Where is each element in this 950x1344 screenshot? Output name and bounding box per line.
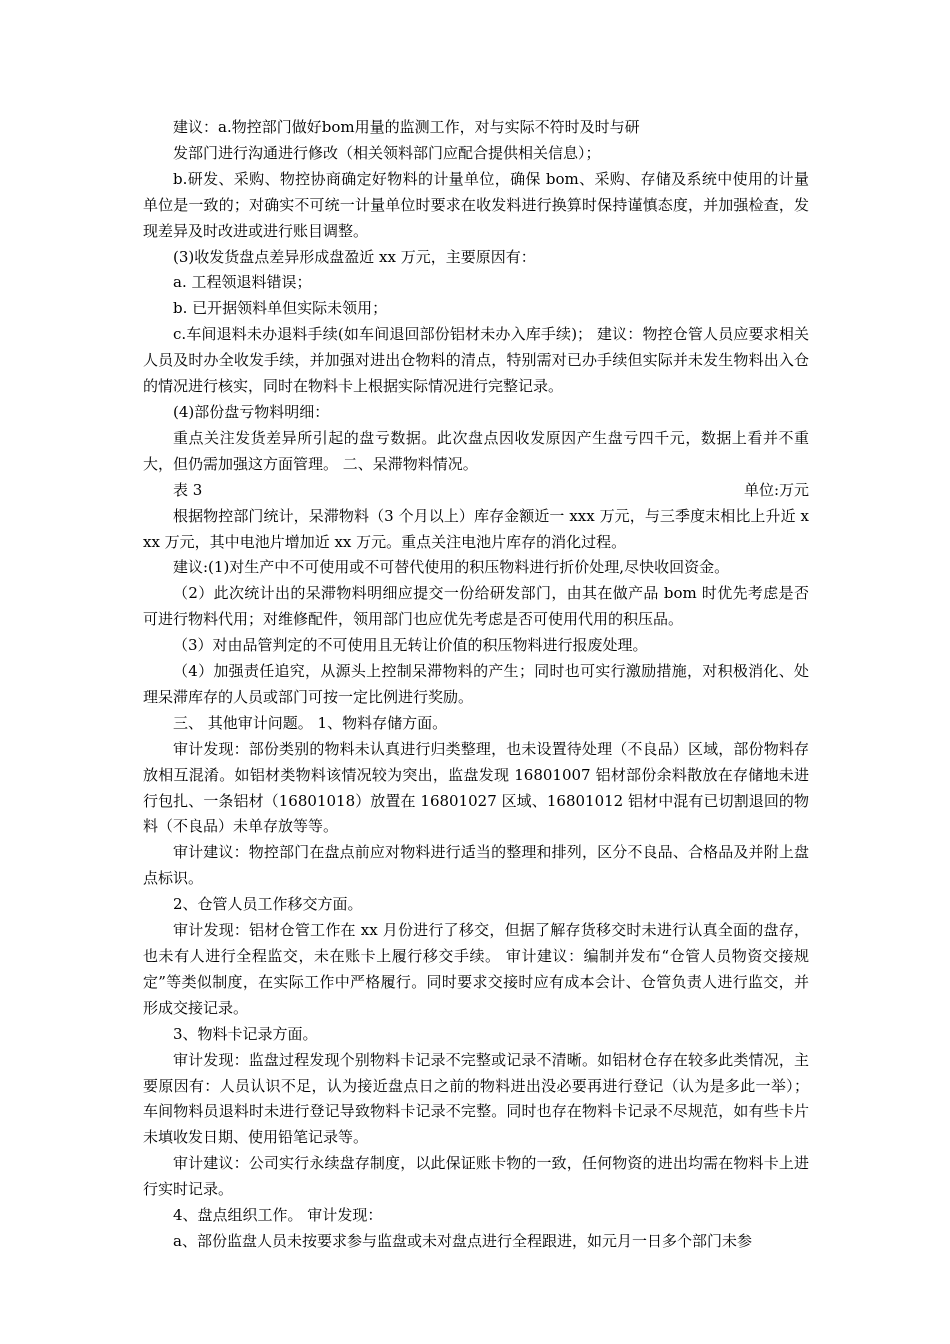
subsection-heading: 3、物料卡记录方面。 (173, 1024, 318, 1043)
paragraph: 根据物控部门统计，呆滞物料（3 个月以上）库存金额近一 xxx 万元，与三季度末相比上升近 xxx 万元，其中电池片增加近 xx 万元。重点关注电池片库存的消化过程。 (143, 506, 809, 551)
table-label: 表 3 (173, 480, 203, 499)
section-heading: 三、 其他审计问题。 1、物料存储方面。 (173, 713, 448, 732)
paragraph: 审计建议：公司实行永续盘存制度，以此保证账卡物的一致，任何物资的进出均需在物料卡上进行实时记录。 (143, 1154, 809, 1199)
paragraph: （2）此次统计出的呆滞物料明细应提交一份给研发部门，由其在做产品 bom 时优先考虑是否可进行物料代用；对维修配件，领用部门也应优先考虑是否可使用代用的积压品。 (143, 584, 809, 629)
paragraph: b. 已开据领料单但实际未领用； (173, 299, 388, 318)
paragraph: 建议:(1)对生产中不可使用或不可替代使用的积压物料进行折价处理,尽快收回资金。 (173, 558, 730, 577)
paragraph: 发部门进行沟通进行修改（相关领料部门应配合提供相关信息）； (173, 143, 601, 162)
paragraph: （4）加强责任追究，从源头上控制呆滞物料的产生；同时也可实行激励措施，对积极消化、处理呆滞库存的人员或部门可按一定比例进行奖励。 (143, 662, 809, 706)
paragraph: 建议：a.物控部门做好bom用量的监测工作，对与实际不符时及时与研 (173, 118, 640, 136)
paragraph: b.研发、采购、物控协商确定好物料的计量单位，确保 bom、采购、存储及系统中使用的计量单位是一致的；对确实不可统一计量单位时要求在收发料进行换算时保持谨慎态度，并加强检查，发现差异及时改进或进行账目调整。 (143, 169, 809, 240)
subsection-heading: 2、仓管人员工作移交方面。 (173, 895, 363, 914)
paragraph: 审计发现：监盘过程发现个别物料卡记录不完整或记录不清晰。如铝材仓存在较多此类情况，主要原因有：人员认识不足，认为接近盘点日之前的物料进出没必要再进行登记（认为是多此一举）；车间物料员退料时未进行登记导致物料卡记录不完整。同时也存在物料卡记录不尽规范，如有些卡片未填收发日期、使用铅笔记录等。 (143, 1050, 809, 1147)
table-caption (143, 478, 809, 504)
paragraph: a、部份监盘人员未按要求参与监盘或未对盘点进行全程跟进，如元月一日多个部门未参 (173, 1231, 752, 1250)
paragraph: c.车间退料未办退料手续(如车间退回部份铝材未办入库手续)； 建议：物控仓管人员应要求相关人员及时办全收发手续，并加强对进出仓物料的清点，特别需对已办手续但实际并未发生物料出入仓的情况进行核实，同时在物料卡上根据实际情况进行完整记录。 (143, 325, 809, 396)
paragraph: (3)收发货盘点差异形成盘盈近 xx 万元，主要原因有： (173, 247, 536, 266)
paragraph: 审计发现：部份类别的物料未认真进行归类整理，也未设置待处理（不良品）区域，部份物料存放相互混淆。如铝材类物料该情况较为突出，监盘发现 16801007 铝材部份余料散放在存储地未进行包扎、一条铝材（16801018）放置在 16801027 区域、16801012 铝材中混有已切割退回的物料（不良品）未单存放等等。 (143, 739, 809, 836)
paragraph: 审计发现：铝材仓管工作在 xx 月份进行了移交，但据了解存货移交时未进行认真全面的盘存，也未有人进行全程监交，未在账卡上履行移交手续。 审计建议：编制并发布“仓管人员物资交接规定”等类似制度，在实际工作中严格履行。同时要求交接时应有成本会计、仓管负责人进行监交，并形成交接记录。 (143, 921, 809, 1017)
paragraph: 重点关注发货差异所引起的盘亏数据。此次盘点因收发原因产生盘亏四千元，数据上看并不重大，但仍需加强这方面管理。 二、呆滞物料情况。 (143, 428, 809, 473)
paragraph: （3）对由品管判定的不可使用且无转让价值的积压物料进行报废处理。 (173, 636, 648, 655)
table-unit: 单位:万元 (743, 480, 809, 499)
document-page (143, 115, 809, 1255)
paragraph: a. 工程领退料错误； (173, 273, 312, 292)
paragraph: 审计建议：物控部门在盘点前应对物料进行适当的整理和排列，区分不良品、合格品及并附上盘点标识。 (143, 843, 809, 888)
subsection-heading: 4、盘点组织工作。 审计发现： (173, 1206, 383, 1225)
paragraph: (4)部份盘亏物料明细： (173, 402, 330, 421)
